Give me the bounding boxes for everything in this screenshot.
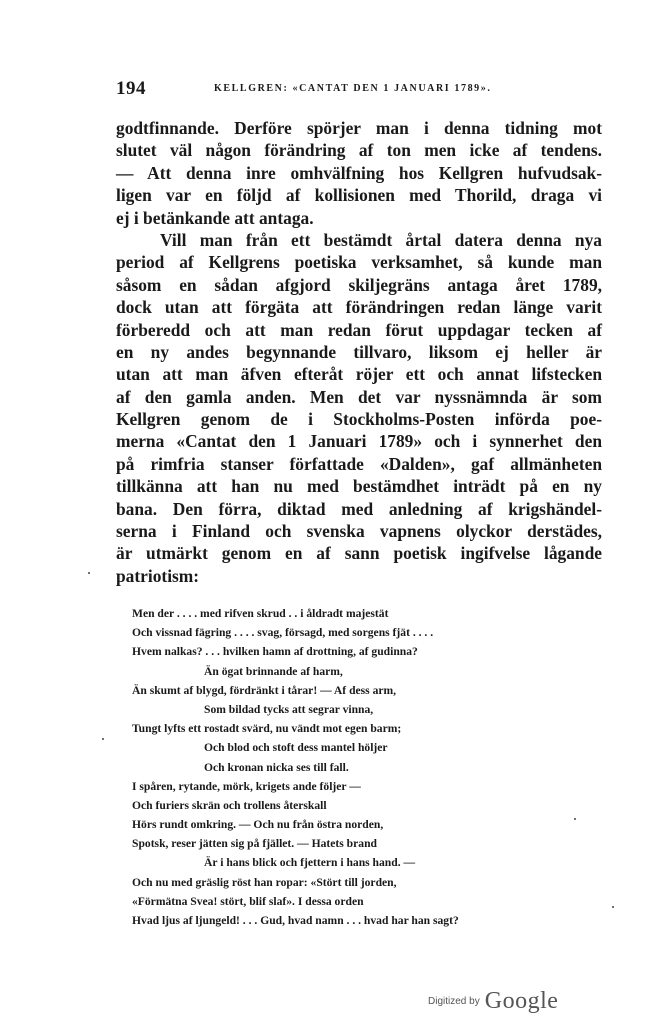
poem-line: Men der . . . . med rifven skrud . . i åldradt majestät xyxy=(132,607,389,620)
poem-line: Hörs rundt omkring. — Och nu från östra norden, xyxy=(132,818,384,832)
body-line: dock utan att förgäta att förändringen redan länge varit xyxy=(116,297,602,318)
body-line: ej i betänkande att antaga. xyxy=(116,207,314,228)
body-line: såsom en sådan afgjord skiljegräns antaga året 1789, xyxy=(116,274,602,295)
scan-speck xyxy=(574,818,576,820)
body-line: period af Kellgrens poetiska verksamhet, så kunde man xyxy=(116,252,602,273)
scan-speck xyxy=(88,572,90,574)
poem-line: I spåren, rytande, mörk, krigets ande följer — xyxy=(132,779,361,793)
google-logo: Google xyxy=(484,988,559,1014)
body-line: serna i Finland och svenska vapnens olyckor derstädes, xyxy=(116,521,602,542)
body-line: utan att man äfven efteråt röjer ett och annat lifstecken xyxy=(116,364,602,385)
poem-line: Och vissnad fägring . . . . svag, försagd, med sorgens fjät . . . . xyxy=(132,626,434,640)
body-line: slutet väl någon förändring af ton men icke af tendens. xyxy=(116,140,602,161)
body-line: — Att denna inre omhvälfning hos Kellgren hufvudsak- xyxy=(116,162,602,183)
body-line: godtfinnande. Derföre spörjer man i denna tidning mot xyxy=(116,118,602,138)
body-line: är utmärkt genom en af sann poetisk ingifvelse lågande xyxy=(116,543,602,564)
body-line: ligen var en följd af kollisionen med Thorild, draga vi xyxy=(116,185,602,206)
poem-line: «Förmätna Svea! stört, blif slaf». I dessa orden xyxy=(132,894,364,908)
body-line: en ny andes begynnande tillvaro, liksom ej heller är xyxy=(116,341,602,362)
body-line: förberedd och att man redan förut uppdagar tecken af xyxy=(116,319,602,340)
scan-speck xyxy=(102,738,104,740)
body-line: merna «Cantat den 1 Januari 1789» och i synnerhet den xyxy=(116,431,602,452)
scan-speck xyxy=(612,906,614,908)
poem-line: Hvem nalkas? . . . hvilken hamn af drottning, af gudinna? xyxy=(132,645,418,659)
poem-line: Än ögat brinnande af harm, xyxy=(204,664,343,678)
poem-line: Och nu med gräslig röst han ropar: «Stört till jorden, xyxy=(132,875,397,889)
body-line: Kellgren genom de i Stockholms-Posten införda poe- xyxy=(116,409,602,430)
body-line: patriotism: xyxy=(116,565,200,586)
page-number: 194 xyxy=(116,78,146,99)
poem-line: Är i hans blick och fjettern i hans hand. — xyxy=(204,856,416,870)
running-head: KELLGREN: «CANTAT DEN 1 JANUARI 1789». xyxy=(214,83,492,94)
digitized-by-google-watermark xyxy=(428,988,558,1020)
body-text xyxy=(116,117,602,587)
watermark-prefix: Digitized by xyxy=(428,996,480,1007)
poem-line: Spotsk, reser jätten sig på fjället. — Hatets brand xyxy=(132,837,377,851)
poem-line: Och blod och stoft dess mantel höljer xyxy=(204,741,388,755)
poem-line: Som bildad tycks att segrar vinna, xyxy=(204,702,374,716)
body-line: Vill man från ett bestämdt årtal datera denna nya xyxy=(160,229,602,250)
poem-line: Tungt lyfts ett rostadt svärd, nu vändt mot egen barm; xyxy=(132,722,402,736)
page-header xyxy=(116,78,606,100)
poem-quotation xyxy=(132,604,588,930)
poem-line: Än skumt af blygd, fördränkt i tårar! — Af dess arm, xyxy=(132,683,397,697)
body-line: tillkänna att han nu med bestämdhet inträdt på en ny xyxy=(116,476,602,497)
body-line: af den gamla anden. Men det var nyssnämnda är som xyxy=(116,386,602,407)
body-line: bana. Den förra, diktad med anledning af krigshändel- xyxy=(116,498,602,519)
poem-line: Och kronan nicka ses till fall. xyxy=(204,760,349,774)
poem-line: Hvad ljus af ljungeld! . . . Gud, hvad namn . . . hvad har han sagt? xyxy=(132,914,459,927)
body-line: på rimfria stanser författade «Dalden», gaf allmänheten xyxy=(116,453,602,474)
poem-line: Och furiers skrän och trollens återskall xyxy=(132,798,327,812)
